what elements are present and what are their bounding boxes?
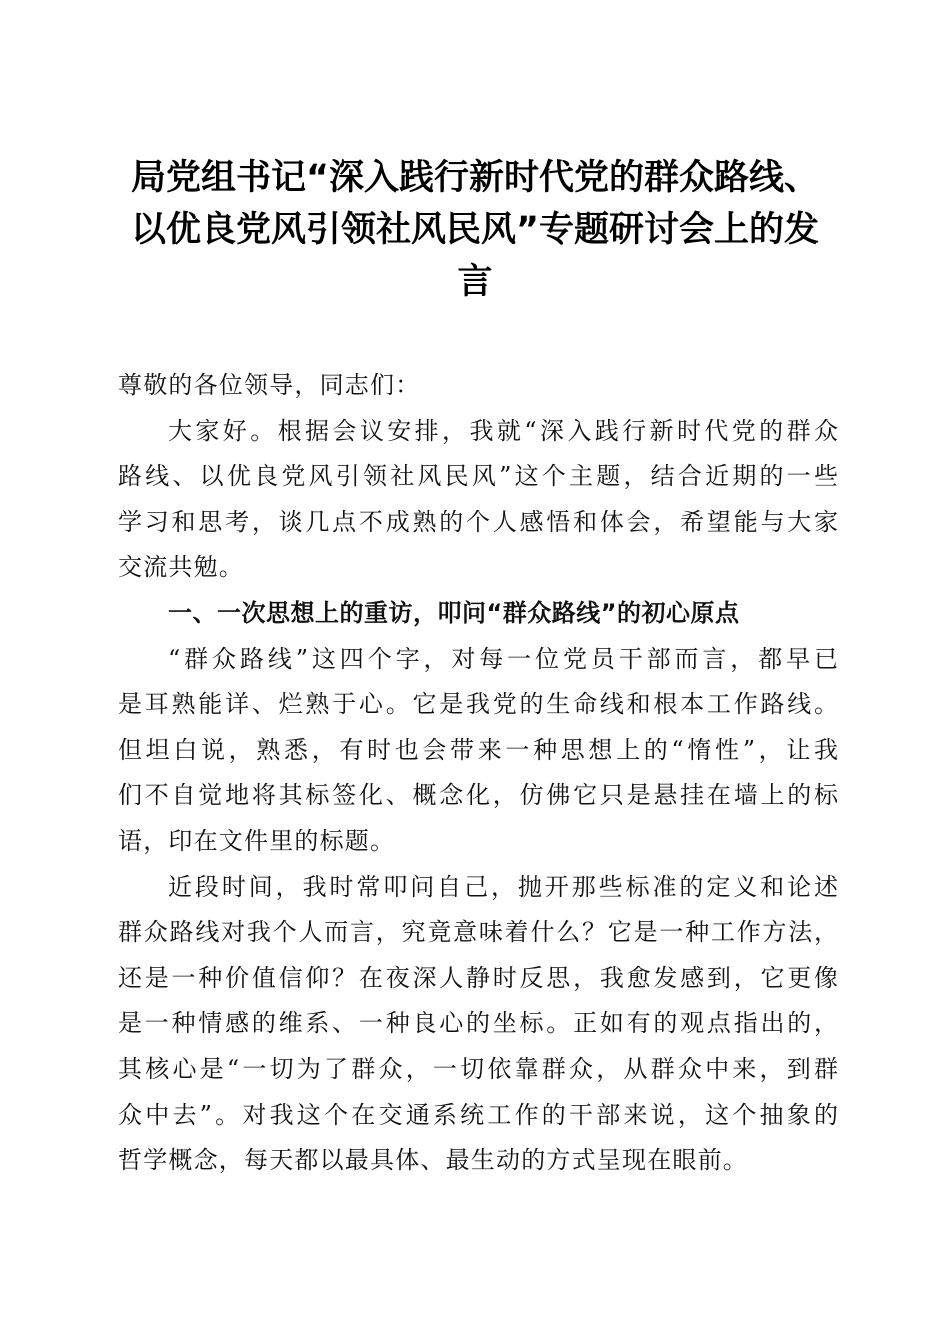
intro-paragraph [118,409,838,591]
paragraph-line: 众中去”。对我这个在交通系统工作的干部来说，这个抽象的 [118,1100,838,1129]
paragraph-line: 其核心是“一切为了群众，一切依靠群众，从群众中来，到群 [118,1054,838,1083]
paragraph-line: 大家好。根据会议安排，我就“深入践行新时代党的群众 [168,416,838,445]
paragraph-line: 学习和思考，谈几点不成熟的个人感悟和体会，希望能与大家 [118,507,838,536]
paragraph-line: 近段时间，我时常叩问自己，抛开那些标准的定义和论述 [168,872,838,901]
paragraph-line: 交流共勉。 [118,553,244,582]
paragraph-line: 哲学概念，每天都以最具体、最生动的方式呈现在眼前。 [118,1146,748,1175]
paragraph-line: 还是一种价值信仰？在夜深人静时反思，我愈发感到，它更像 [118,963,838,992]
paragraph-2 [118,865,838,1184]
paragraph-line: 群众路线对我个人而言，究竟意味着什么？它是一种工作方法， [118,918,838,947]
title-line-2: 以优良党风引领社风民风”专题研讨会上的发 [130,210,819,250]
paragraph-line: 但坦白说，熟悉，有时也会带来一种思想上的“惰性”，让我 [118,735,838,764]
title-line-3: 言 [457,262,493,302]
salutation: 尊敬的各位领导，同志们： [118,371,421,399]
section-heading: 一、一次思想上的重访，叩问“群众路线”的初心原点 [168,598,740,627]
paragraph-line: 语，印在文件里的标题。 [118,826,396,855]
title-line-1: 局党组书记“深入践行新时代党的群众路线、 [130,158,819,198]
paragraph-line: 是耳熟能详、烂熟于心。它是我党的生命线和根本工作路线。 [118,690,838,719]
paragraph-line: 是一种情感的维系、一种良心的坐标。正如有的观点指出的， [118,1009,838,1038]
paragraph-line: 路线、以优良党风引领社风民风”这个主题，结合近期的一些 [118,462,838,491]
paragraph-line: “群众路线”这四个字，对每一位党员干部而言，都早已 [168,644,838,673]
document-body [118,363,838,1184]
paragraph-1 [118,637,838,865]
paragraph-line: 们不自觉地将其标签化、概念化，仿佛它只是悬挂在墙上的标 [118,781,838,810]
document-title [100,152,850,308]
